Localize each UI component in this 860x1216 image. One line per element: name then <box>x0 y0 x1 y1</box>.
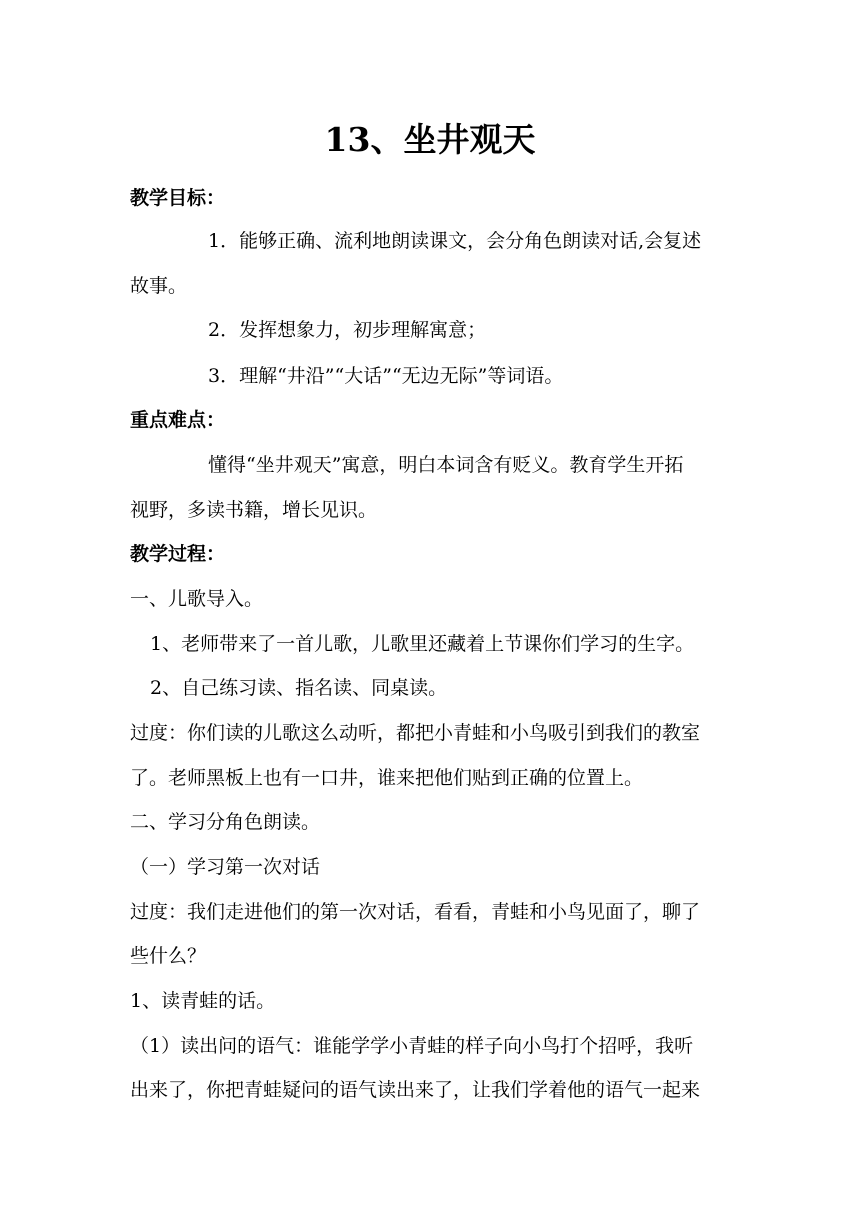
heading-teaching-goals: 教学目标： <box>130 187 226 209</box>
paragraph-line: 1、读青蛙的话。 <box>130 990 276 1012</box>
paragraph-line: 2、自己练习读、指名读、同桌读。 <box>150 677 448 699</box>
paragraph-line: （1）读出问的语气：谁能学学小青蛙的样子向小鸟打个招呼，我听 <box>130 1035 694 1057</box>
paragraph-line: 懂得“坐井观天”寓意，明白本词含有贬义。教育学生开拓 <box>208 454 684 476</box>
paragraph-line: 视野，多读书籍，增长见识。 <box>130 499 378 521</box>
paragraph-line: 1、老师带来了一首儿歌，儿歌里还藏着上节课你们学习的生字。 <box>150 633 695 655</box>
page-title: 13、坐井观天 <box>324 120 536 159</box>
heading-teaching-process: 教学过程： <box>130 543 226 565</box>
paragraph-line: 出来了，你把青蛙疑问的语气读出来了，让我们学着他的语气一起来 <box>130 1079 701 1101</box>
paragraph-line: 1．能够正确、流利地朗读课文，会分角色朗读对话,会复述 <box>208 230 702 252</box>
paragraph-line: 过度：你们读的儿歌这么动听，都把小青蛙和小鸟吸引到我们的教室 <box>130 722 701 744</box>
paragraph-line: 过度：我们走进他们的第一次对话，看看，青蛙和小鸟见面了，聊了 <box>130 901 701 923</box>
paragraph-line: 故事。 <box>130 275 188 297</box>
subsection-heading: （一）学习第一次对话 <box>130 856 321 878</box>
paragraph-line: 了。老师黑板上也有一口井，谁来把他们贴到正确的位置上。 <box>130 767 644 789</box>
paragraph-line: 3．理解“井沿”“大话”“无边无际”等词语。 <box>208 365 564 387</box>
section-heading: 一、儿歌导入。 <box>130 588 264 610</box>
section-heading: 二、学习分角色朗读。 <box>130 811 321 833</box>
heading-key-points: 重点难点： <box>130 409 226 431</box>
paragraph-line: 2．发挥想象力，初步理解寓意； <box>208 319 487 341</box>
paragraph-line: 些什么？ <box>130 945 207 967</box>
